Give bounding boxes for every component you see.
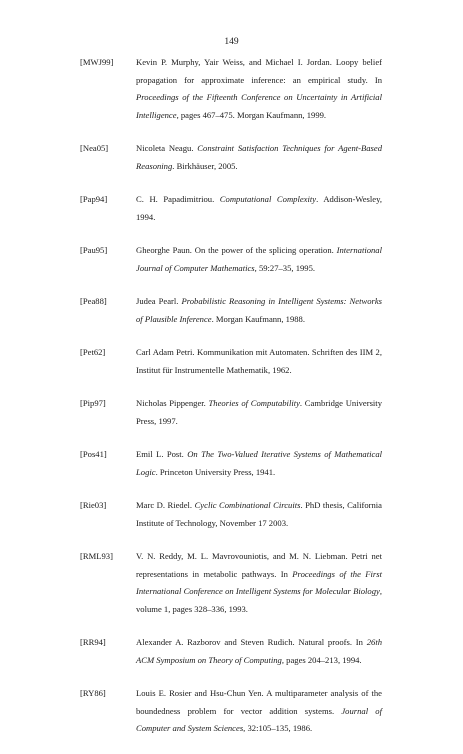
reference-detail: Emil L. Post. — [136, 449, 188, 459]
reference-title: Computational Complexity — [219, 194, 317, 204]
page-number: 149 — [224, 37, 239, 47]
reference-text — [136, 685, 382, 738]
reference-detail: , volume 1, pages 328–336, 1993. — [136, 586, 382, 614]
reference-title: Theories of Computability — [208, 398, 300, 408]
reference-key: [Pap94] — [80, 194, 108, 204]
reference-detail: . Princeton University Press, 1941. — [155, 466, 276, 477]
reference-detail: Kevin P. Murphy, Yair Weiss, and Michael I. Jordan. Loopy belief propagation for approximate inference: an empirical study. In — [136, 57, 382, 85]
reference-text — [136, 497, 382, 532]
reference-entry — [80, 446, 382, 481]
reference-detail: Nicholas Pippenger. — [136, 398, 209, 408]
reference-detail: Gheorghe Paun. On the power of the splicing operation. — [136, 245, 337, 255]
reference-key: [RY86] — [80, 688, 106, 698]
reference-key: [RML93] — [80, 551, 113, 561]
reference-key: [Pet62] — [80, 347, 106, 357]
reference-entry — [80, 191, 382, 226]
reference-key: [Pos41] — [80, 449, 107, 459]
reference-detail: V. N. Reddy, M. L. Mavrovouniotis, and M. N. Liebman. Petri net representations in metabolic pathways. In — [136, 551, 382, 579]
reference-entry — [80, 54, 382, 124]
reference-key: [Pau95] — [80, 245, 108, 255]
reference-key: [Rie03] — [80, 500, 107, 510]
reference-title: On The Two-Valued Iterative Systems of Mathematical Logic — [136, 449, 383, 477]
reference-key: [Pip97] — [80, 398, 106, 408]
reference-text — [136, 140, 382, 175]
reference-title: Constraint Satisfaction Techniques for Agent-Based Reasoning — [136, 143, 382, 171]
reference-text — [136, 395, 382, 430]
reference-detail: . Morgan Kaufmann, 1988. — [211, 313, 305, 324]
reference-text — [136, 242, 382, 277]
reference-title: Proceedings of the First International Conference on Intelligent Systems for Molecular Biology — [136, 568, 382, 596]
reference-title: International Journal of Computer Mathematics — [136, 245, 382, 273]
reference-detail: Marc D. Riedel. — [136, 500, 195, 510]
reference-detail: C. H. Papadimitriou. — [136, 194, 220, 204]
bibliography-list — [80, 54, 382, 754]
reference-entry — [80, 395, 382, 430]
reference-text — [136, 293, 382, 328]
reference-detail: . Birkhäuser, 2005. — [172, 160, 238, 171]
reference-text — [136, 634, 382, 669]
reference-key: [Pea88] — [80, 296, 107, 306]
reference-title: 26th ACM Symposium on Theory of Computing — [136, 637, 382, 665]
reference-text — [136, 548, 382, 618]
reference-key: [Nea05] — [80, 143, 109, 153]
reference-detail: Judea Pearl. — [136, 296, 182, 306]
reference-title: Journal of Computer and System Sciences — [136, 705, 382, 733]
reference-detail: , pages 204–213, 1994. — [281, 654, 362, 665]
reference-key: [MWJ99] — [80, 57, 114, 67]
reference-entry — [80, 685, 382, 738]
reference-entry — [80, 344, 382, 379]
reference-text — [136, 446, 382, 481]
reference-detail: , 32:105–135, 1986. — [243, 723, 313, 733]
reference-detail: , 59:27–35, 1995. — [254, 262, 316, 273]
reference-detail: . PhD thesis, California Institute of Technology, November 17 2003. — [136, 500, 382, 528]
reference-detail: . Cambridge University Press, 1997. — [136, 398, 382, 426]
reference-detail: Louis E. Rosier and Hsu-Chun Yen. A multiparameter analysis of the boundedness problem for vector addition systems. — [136, 688, 382, 716]
reference-text — [136, 54, 382, 124]
reference-entry — [80, 140, 382, 175]
reference-detail: Carl Adam Petri. Kommunikation mit Automaten. Schriften des IIM 2, Institut für Instrumentelle Mathematik, 1962. — [136, 347, 382, 375]
reference-detail: , pages 467–475. Morgan Kaufmann, 1999. — [176, 109, 327, 120]
reference-title: Cyclic Combinational Circuits — [194, 500, 301, 510]
reference-detail: . Addison-Wesley, 1994. — [136, 194, 382, 222]
reference-title: Probabilistic Reasoning in Intelligent Systems: Networks of Plausible Inference — [136, 296, 383, 324]
reference-detail: Nicoleta Neagu. — [136, 143, 198, 153]
reference-title: Proceedings of the Fifteenth Conference on Uncertainty in Artificial Intelligence — [136, 92, 382, 120]
reference-text — [136, 191, 382, 226]
reference-detail: Alexander A. Razborov and Steven Rudich. Natural proofs. In — [136, 637, 367, 647]
reference-key: [RR94] — [80, 637, 106, 647]
reference-entry — [80, 242, 382, 277]
reference-entry — [80, 293, 382, 328]
reference-text — [136, 344, 382, 379]
reference-entry — [80, 634, 382, 669]
reference-entry — [80, 548, 382, 618]
reference-entry — [80, 497, 382, 532]
